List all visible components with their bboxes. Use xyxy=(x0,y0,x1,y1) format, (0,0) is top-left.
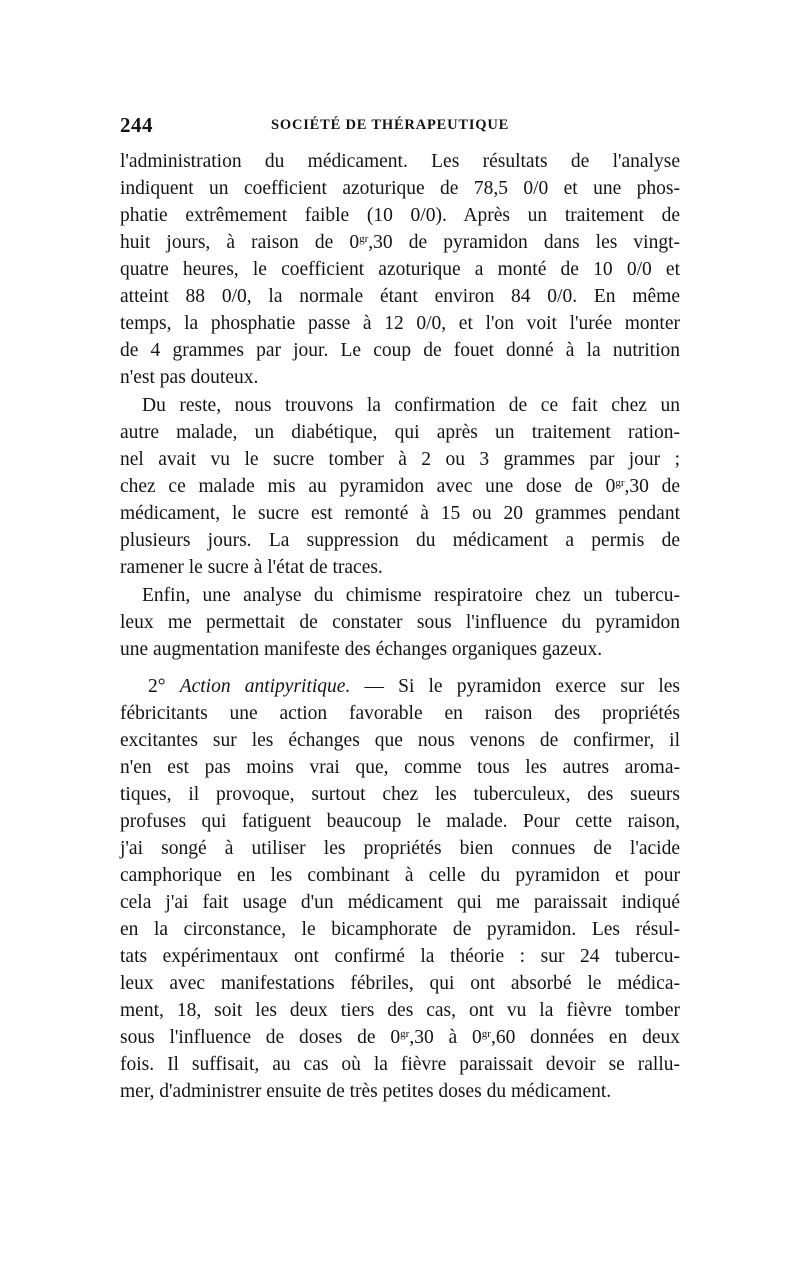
text-line: une augmentation manifeste des échanges organiques gazeux. xyxy=(120,639,603,660)
text-line: Enfin, une analyse du chimisme respiratoire chez un tubercu- xyxy=(142,585,680,606)
section-number: 2° xyxy=(148,676,180,697)
text-line: autre malade, un diabétique, qui après un traitement ration- xyxy=(120,422,680,443)
text-line: leux me permettait de constater sous l'influence du pyramidon xyxy=(120,612,680,633)
text-line: fébricitants une action favorable en raison des propriétés xyxy=(120,703,680,724)
section-title: Action antipyritique. xyxy=(179,676,351,697)
text-line: ment, 18, soit les deux tiers des cas, ont vu la fièvre tomber xyxy=(120,1000,680,1021)
text-line: n'en est pas moins vrai que, comme tous les autres aroma- xyxy=(120,757,680,778)
text-line: en la circonstance, le bicamphorate de pyramidon. Les résul- xyxy=(120,919,680,940)
text-line: nel avait vu le sucre tomber à 2 ou 3 grammes par jour ; xyxy=(120,449,680,470)
text-line: mer, d'administrer ensuite de très petites doses du médicament. xyxy=(120,1081,612,1102)
text-line: plusieurs jours. La suppression du médicament a permis de xyxy=(120,530,680,551)
running-title: SOCIÉTÉ DE THÉRAPEUTIQUE xyxy=(271,117,510,133)
text-line: tiques, il provoque, surtout chez les tuberculeux, des sueurs xyxy=(120,784,680,805)
section-text: — Si le pyramidon exerce sur les xyxy=(350,676,680,697)
text-line: chez ce malade mis au pyramidon avec une dose de $0^{gr},30$ de xyxy=(120,476,680,497)
text-line: atteint 88 0/0, la normale étant environ 84 0/0. En même xyxy=(120,286,680,307)
text-line: médicament, le sucre est remonté à 15 ou 20 grammes pendant xyxy=(120,503,680,524)
text-line: leux avec manifestations fébriles, qui ont absorbé le médica- xyxy=(120,973,680,994)
text-line: indiquent un coefficient azoturique de 78,5 0/0 et une phos- xyxy=(120,178,680,199)
text-line: Du reste, nous trouvons la confirmation de ce fait chez un xyxy=(142,395,680,416)
text-line: sous l'influence de doses de $0^{gr},30$ à $0^{gr},60$ données en deux xyxy=(120,1027,681,1048)
text-line: ramener le sucre à l'état de traces. xyxy=(120,557,383,578)
text-line: excitantes sur les échanges que nous venons de confirmer, il xyxy=(120,730,680,751)
text-line: n'est pas douteux. xyxy=(120,367,259,388)
text-line: l'administration du médicament. Les résultats de l'analyse xyxy=(120,151,680,172)
page-header xyxy=(120,113,680,137)
text-line: j'ai songé à utiliser les propriétés bien connues de l'acide xyxy=(120,838,680,859)
text-line: cela j'ai fait usage d'un médicament qui me paraissait indiqué xyxy=(120,892,680,913)
text-line: temps, la phosphatie passe à 12 0/0, et l'on voit l'urée monter xyxy=(120,313,680,334)
text-line: tats expérimentaux ont confirmé la théorie : sur 24 tubercu- xyxy=(120,946,680,967)
text-line: de 4 grammes par jour. Le coup de fouet donné à la nutrition xyxy=(120,340,680,361)
text-line: huit jours, à raison de $0^{gr},30$ de pyramidon dans les vingt- xyxy=(120,232,680,253)
text-line: camphorique en les combinant à celle du pyramidon et pour xyxy=(120,865,680,886)
text-line: phatie extrêmement faible (10 0/0). Après un traitement de xyxy=(120,205,680,226)
text-line: quatre heures, le coefficient azoturique a monté de 10 0/0 et xyxy=(120,259,680,280)
text-line: fois. Il suffisait, au cas où la fièvre paraissait devoir se rallu- xyxy=(120,1054,680,1075)
page-number: 244 xyxy=(120,113,153,137)
section-heading-line xyxy=(148,673,680,700)
text-line: profuses qui fatiguent beaucoup le malade. Pour cette raison, xyxy=(120,811,680,832)
